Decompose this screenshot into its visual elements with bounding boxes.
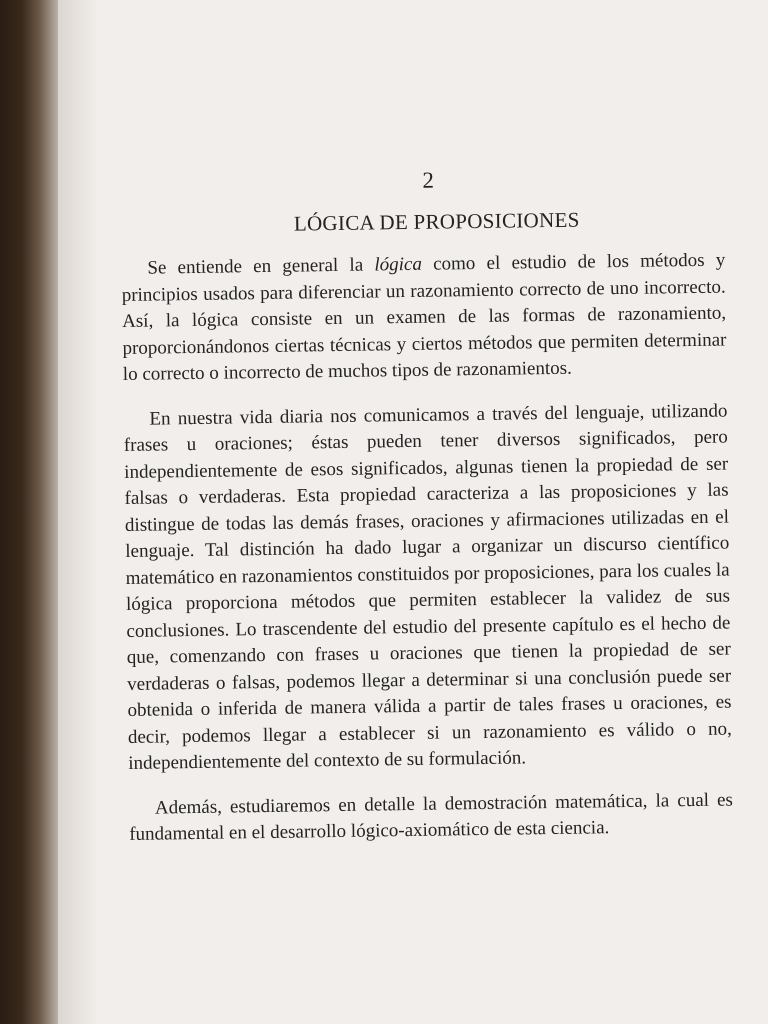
chapter-number: 2 xyxy=(422,167,435,193)
paragraph-1-start: Se entiende en general la xyxy=(147,254,375,279)
emphasized-term: lógica xyxy=(374,253,423,276)
paragraph-3: Además, estudiaremos en detalle la demostración matemática, la cual es fundamental en el desarrollo lógico-axiomático de esta ciencia. xyxy=(129,789,733,845)
paragraph-1-rest: como el estudio de los métodos y principios usados para diferenciar un razonamiento correcto de uno incorrecto. Así, la lógica consiste en un examen de las formas de razonamiento, proporcionándonos ciertas técnicas y ciertos métodos que permiten determinar lo correcto o incorrecto de muchos tipos de razonamientos. xyxy=(121,249,727,385)
chapter-title: LÓGICA DE PROPOSICIONES xyxy=(293,207,580,236)
page-content xyxy=(120,162,734,867)
paragraph-1 xyxy=(121,248,727,389)
book-page xyxy=(58,0,768,1024)
paragraph-2: En nuestra vida diaria nos comunicamos a través del lenguaje, utilizando frases u oraciones; éstas pueden tener diversos significados, pero independientemente de esos significados, algunas tienen la propiedad de ser falsas o verdaderas. Esta propiedad caracteriza a las proposiciones y las distingue de todas las demás frases, oraciones y afirmaciones utilizadas en el lenguaje. Tal distinción ha dado lugar a organizar un discurso científico matemático en razonamientos constituidos por proposiciones, para los cuales la lógica proporciona métodos que permiten establecer la validez de sus conclusiones. Lo trascendente del estudio del presente capítulo es el hecho de que, comenzando con frases u oraciones que tienen la propiedad de ser verdaderas o falsas, podemos llegar a determinar si una conclusión puede ser obtenida o inferida de manera válida a partir de tales frases u oraciones, es decir, podemos llegar a establecer si un razonamiento es válido o no, independientemente del contexto de su formulación. xyxy=(123,400,733,774)
